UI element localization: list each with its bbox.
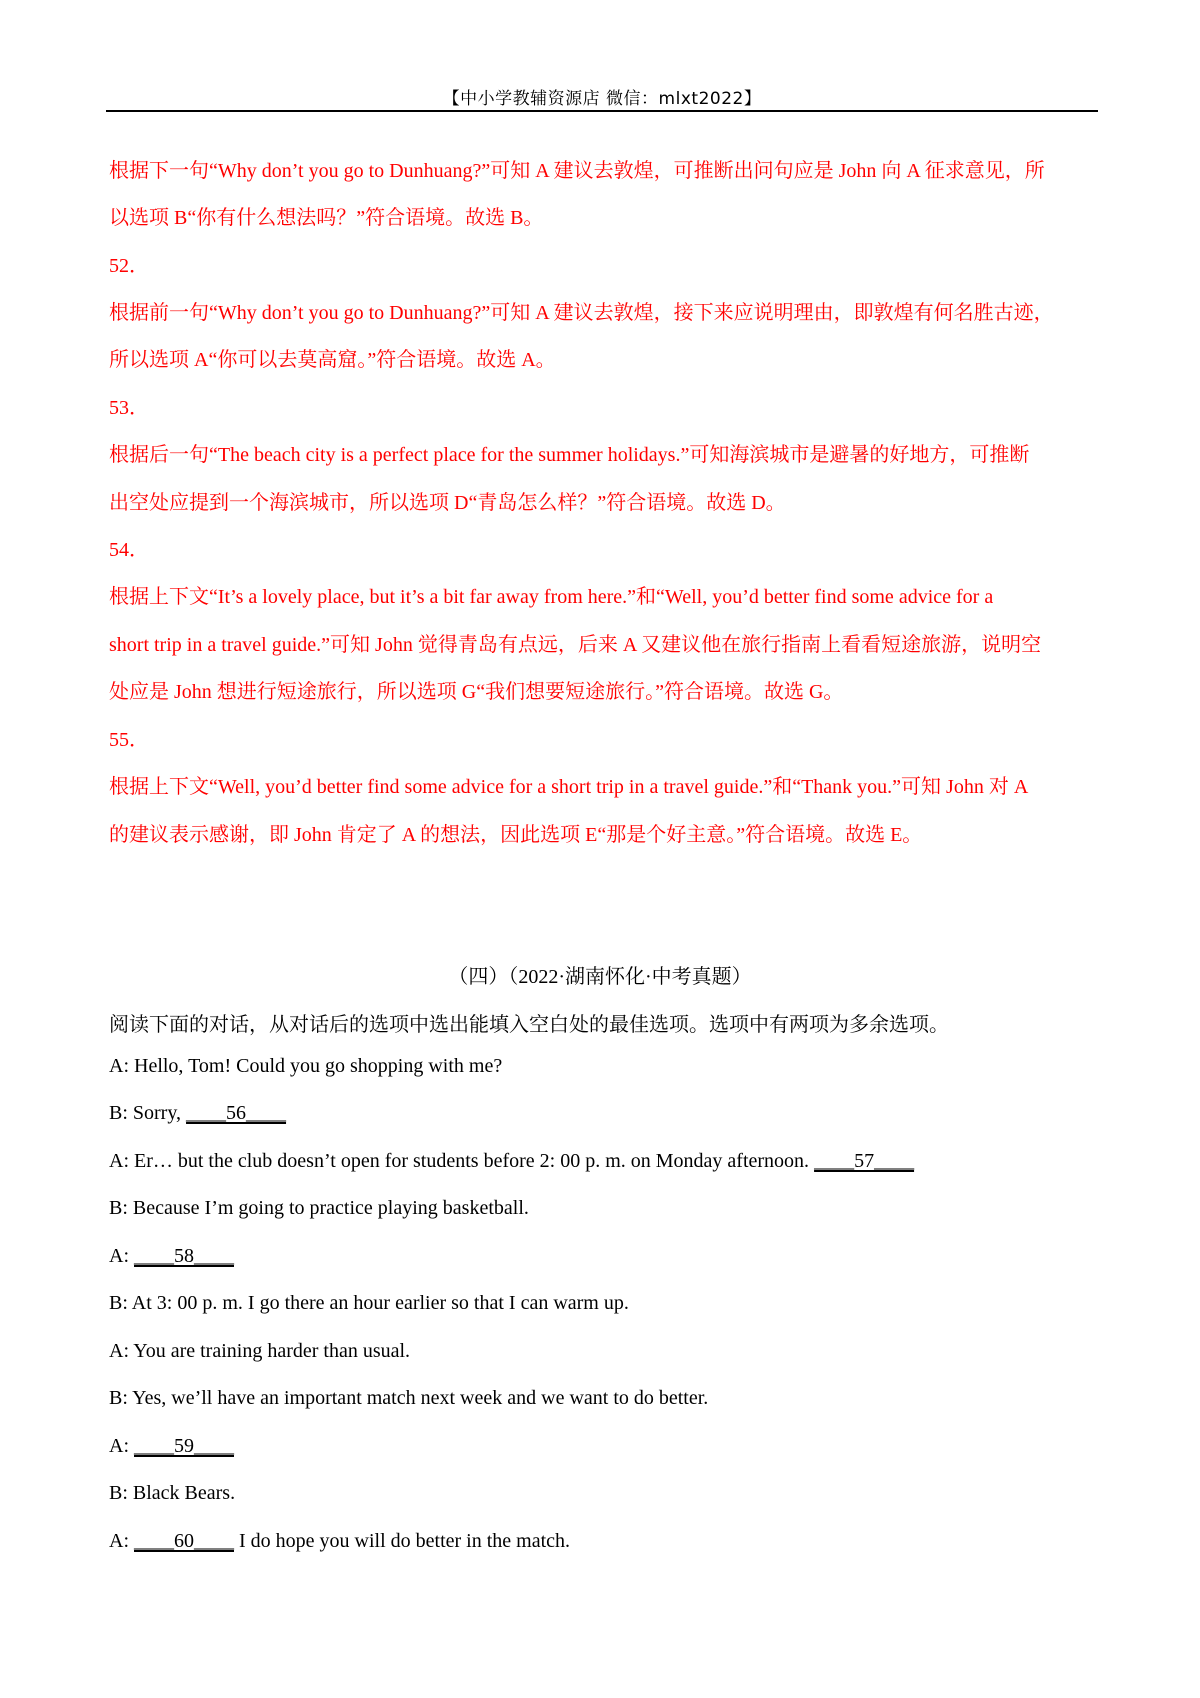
dialogue-line (109, 1102, 286, 1125)
page-header: 【中小学教辅资源店 微信：mlxt2022】 (442, 89, 762, 109)
dialogue-text: I do hope you will do better in the match. (234, 1530, 571, 1552)
answer-54-line-3: 处应是 John 想进行短途旅行，所以选项 G“我们想要短途旅行。”符合语境。故选 G。 (109, 681, 844, 703)
answer-51-line-2: 以选项 B“你有什么想法吗？”符合语境。故选 B。 (109, 207, 544, 229)
answer-53-line-1: 根据后一句“The beach city is a perfect place for the summer holidays.”可知海滨城市是避暑的好地方，可推断 (109, 444, 1030, 466)
dialogue-line (109, 1150, 914, 1173)
answer-55-line-2: 的建议表示感谢，即 John 肯定了 A 的想法，因此选项 E“那是个好主意。”符合语境。故选 E。 (109, 824, 923, 846)
dialogue-speaker-text: A: (109, 1245, 134, 1267)
question-number-54: 54． (109, 539, 149, 561)
dialogue-line: B: At 3: 00 p. m. I go there an hour earlier so that I can warm up. (109, 1292, 629, 1314)
blank-56: ____56____ (186, 1102, 287, 1124)
dialogue-line: A: Hello, Tom! Could you go shopping with me? (109, 1055, 503, 1077)
dialogue-line: B: Yes, we’ll have an important match next week and we want to do better. (109, 1387, 709, 1409)
dialogue-line: B: Because I’m going to practice playing basketball. (109, 1197, 529, 1219)
dialogue-line (109, 1530, 570, 1553)
answer-54-line-1: 根据上下文“It’s a lovely place, but it’s a bit far away from here.”和“Well, you’d better find some advice for a (109, 586, 994, 608)
answer-55-line-1: 根据上下文“Well, you’d better find some advice for a short trip in a travel guide.”和“Thank you.”可知 John 对 A (109, 776, 1029, 798)
dialogue-line: A: You are training harder than usual. (109, 1340, 411, 1362)
dialogue-speaker-text: A: Er… but the club doesn’t open for students before 2: 00 p. m. on Monday afternoon. (109, 1150, 815, 1172)
section-title: （四）（2022·湖南怀化·中考真题） (448, 966, 752, 988)
answer-53-line-2: 出空处应提到一个海滨城市，所以选项 D“青岛怎么样？”符合语境。故选 D。 (109, 492, 786, 514)
blank-59: ____59____ (134, 1435, 234, 1457)
dialogue-speaker-text: B: Sorry, (109, 1102, 187, 1124)
dialogue-line: B: Black Bears. (109, 1482, 236, 1504)
section-instructions: 阅读下面的对话，从对话后的选项中选出能填入空白处的最佳选项。选项中有两项为多余选项。 (109, 1014, 949, 1036)
dialogue-speaker-text: A: (109, 1530, 134, 1552)
question-number-55: 55． (109, 729, 149, 751)
blank-57: ____57____ (814, 1150, 915, 1172)
blank-58: ____58____ (134, 1245, 234, 1267)
answer-52-line-2: 所以选项 A“你可以去莫高窟。”符合语境。故选 A。 (109, 349, 556, 371)
answer-52-line-1: 根据前一句“Why don’t you go to Dunhuang?”可知 A 建议去敦煌，接下来应说明理由，即敦煌有何名胜古迹， (109, 302, 1054, 324)
blank-60: ____60____ (134, 1530, 234, 1552)
answer-54-line-2: short trip in a travel guide.”可知 John 觉得青岛有点远，后来 A 又建议他在旅行指南上看看短途旅游，说明空 (109, 634, 1042, 656)
dialogue-line (109, 1435, 234, 1458)
question-number-52: 52． (109, 255, 149, 277)
dialogue-speaker-text: A: (109, 1435, 134, 1457)
header-divider (106, 110, 1098, 112)
question-number-53: 53． (109, 397, 149, 419)
dialogue-line (109, 1245, 234, 1268)
answer-51-line-1: 根据下一句“Why don’t you go to Dunhuang?”可知 A 建议去敦煌，可推断出问句应是 John 向 A 征求意见，所 (109, 160, 1045, 182)
